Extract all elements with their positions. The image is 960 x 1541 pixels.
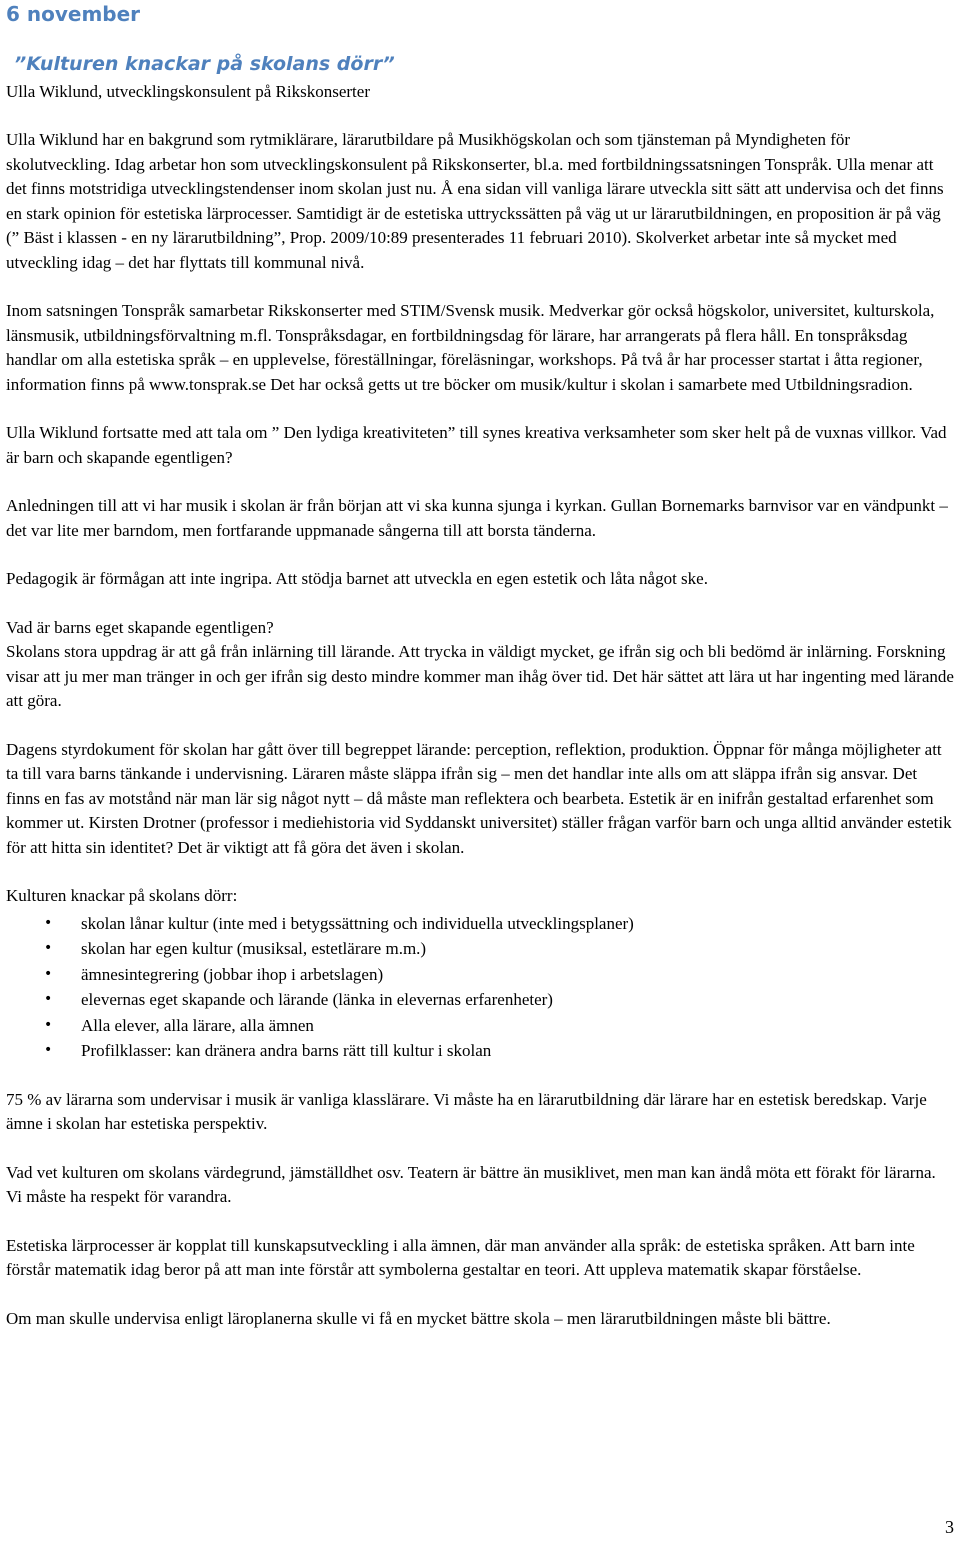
list-intro: Kulturen knackar på skolans dörr: xyxy=(6,886,238,905)
paragraph-aesthetic-processes: Estetiska lärprocesser är kopplat till kunskapsutveckling i alla ämnen, där man använder alla språk: de estetiska språken. Att barn inte förstår matematik idag beror på att man inte förstår att symbolerna gestaltar en teori. Att uppleva matematik skapar förståelse. xyxy=(6,1235,915,1279)
lecture-title: ”Kulturen knackar på skolans dörr” xyxy=(14,53,395,75)
list-item-text: skolan lånar kultur (inte med i betygssättning och individuella utvecklingsplaner) xyxy=(81,913,634,933)
list-item xyxy=(6,911,954,937)
bullet-icon: • xyxy=(44,940,53,956)
list-item xyxy=(6,962,954,988)
list-item-text: elevernas eget skapande och lärande (länka in elevernas erfarenheter) xyxy=(81,990,553,1009)
bullet-icon: • xyxy=(44,914,53,931)
page-number: 3 xyxy=(945,1517,954,1537)
paragraph-background: Ulla Wiklund har en bakgrund som rytmiklärare, lärarutbildare på Musikhögskolan och som tjänsteman på Myndigheten för skolutveckling. Idag arbetar hon som utvecklingskonsulent på Rikskonserter, bl.a. med fortbildningssatsningen Tonspråk. Ulla menar att det finns motstridiga utvecklingstendenser inom skolan just nu. Å ena sidan vill vanliga lärare utveckla sitt sätt att undervisa och det finns en stark opinion för estetiska lärprocesser. Samtidigt är de estetiska uttryckssätten på väg ut ur lärarutbildningen, en proposition är på väg (” Bäst i klassen - en ny lärarutbildning”, Prop. 2009/10:89 presenterades 11 februari 2010). Skolverket arbetar inte så mycket med utveckling idag – det har flyttats till kommunal nivå. xyxy=(6,130,944,272)
paragraph-tonsprak: Inom satsningen Tonspråk samarbetar Rikskonserter med STIM/Svensk musik. Medverkar gör också högskolor, universitet, kulturskola, länsmusik, utbildningsförvaltning m.fl. Tonspråksdagar, en fortbildningsdag för lärare, har arrangerats på flera håll. En tonspråksdag handlar om alla estetiska språk – en upplevelse, föreställningar, föreläsningar, workshops. På två år har processer startat i åtta regioner, information finns på www.tonsprak.se Det har också getts ut tre böcker om musik/kultur i skolan i samarbete med Utbildningsradion. xyxy=(6,301,935,394)
bullet-icon: • xyxy=(44,1016,53,1033)
speaker-byline: Ulla Wiklund, utvecklingskonsulent på Rikskonserter xyxy=(6,82,370,101)
paragraph-music-history: Anledningen till att vi har musik i skolan är från början att vi ska kunna sjunga i kyrkan. Gullan Bornemarks barnvisor var en vändpunkt – det var lite mer barndom, men fortfarande uppmanade sångerna till att borsta tänderna. xyxy=(6,496,948,540)
paragraph-creativity: Ulla Wiklund fortsatte med att tala om ” Den lydiga kreativiteten” till synes kreativa verksamheter som sker helt på de vuxnas villkor. Vad är barn och skapande egentligen? xyxy=(6,423,947,467)
paragraph-values: Vad vet kulturen om skolans värdegrund, jämställdhet osv. Teatern är bättre än musiklivet, men man kan ändå möta ett förakt för lärarna. Vi måste ha respekt för varandra. xyxy=(6,1162,936,1206)
list-item xyxy=(6,987,954,1013)
list-item-text: ämnesintegrering (jobbar ihop i arbetslagen) xyxy=(81,964,384,984)
list-item-text: Alla elever, alla lärare, alla ämnen xyxy=(81,1015,314,1035)
bullet-icon: • xyxy=(44,991,53,1007)
culture-list xyxy=(6,911,954,1064)
paragraph-curriculum: Dagens styrdokument för skolan har gått över till begreppet lärande: perception, reflektion, produktion. Öppnar för många möjligheter att ta till vara barns tänkande i undervisning. Läraren måste släppa ifrån sig – men det handlar inte alls om att släppa ifrån sig ansvar. Det finns en fas av motstånd när man lär sig något nytt – då måste man reflektera och bearbeta. Estetik är en inifrån gestaltad erfarenhet som kommer ut. Kirsten Drotner (professor i mediehistoria vid Syddanskt universitet) ställer frågan varför barn och unga alltid använder estetik för att hitta sin identitet? Det är viktigt att få göra det även i skolan. xyxy=(6,739,952,857)
list-item-text: skolan har egen kultur (musiksal, estetlärare m.m.) xyxy=(81,939,427,958)
paragraph-learning: Skolans stora uppdrag är att gå från inlärning till lärande. Att trycka in väldigt mycket, ge ifrån sig och bli bedömd är inlärning. Forskning visar att ju mer man tränger in och ger ifrån sig desto mindre kommer man ihåg över tid. Det här sättet att lära ut har ingenting med lärande att göra. xyxy=(6,642,954,710)
bullet-icon: • xyxy=(44,965,53,982)
section-date-heading: 6 november xyxy=(6,2,141,26)
list-item xyxy=(6,1013,954,1039)
bullet-icon: • xyxy=(44,1042,53,1058)
list-item xyxy=(6,936,954,962)
paragraph-conclusion: Om man skulle undervisa enligt läroplanerna skulle vi få en mycket bättre skola – men lärarutbildningen måste bli bättre. xyxy=(6,1308,831,1328)
list-item-text: Profilklasser: kan dränera andra barns rätt till kultur i skolan xyxy=(81,1041,492,1060)
paragraph-question: Vad är barns eget skapande egentligen? xyxy=(6,617,274,637)
paragraph-teachers: 75 % av lärarna som undervisar i musik är vanliga klasslärare. Vi måste ha en lärarutbildning där lärare har en estetisk beredskap. Varje ämne i skolan har estetiska perspektiv. xyxy=(6,1089,927,1133)
list-item xyxy=(6,1038,954,1064)
article-body xyxy=(6,128,954,1355)
paragraph-pedagogy: Pedagogik är förmågan att inte ingripa. Att stödja barnet att utveckla en egen estetik och låta något ske. xyxy=(6,569,708,588)
